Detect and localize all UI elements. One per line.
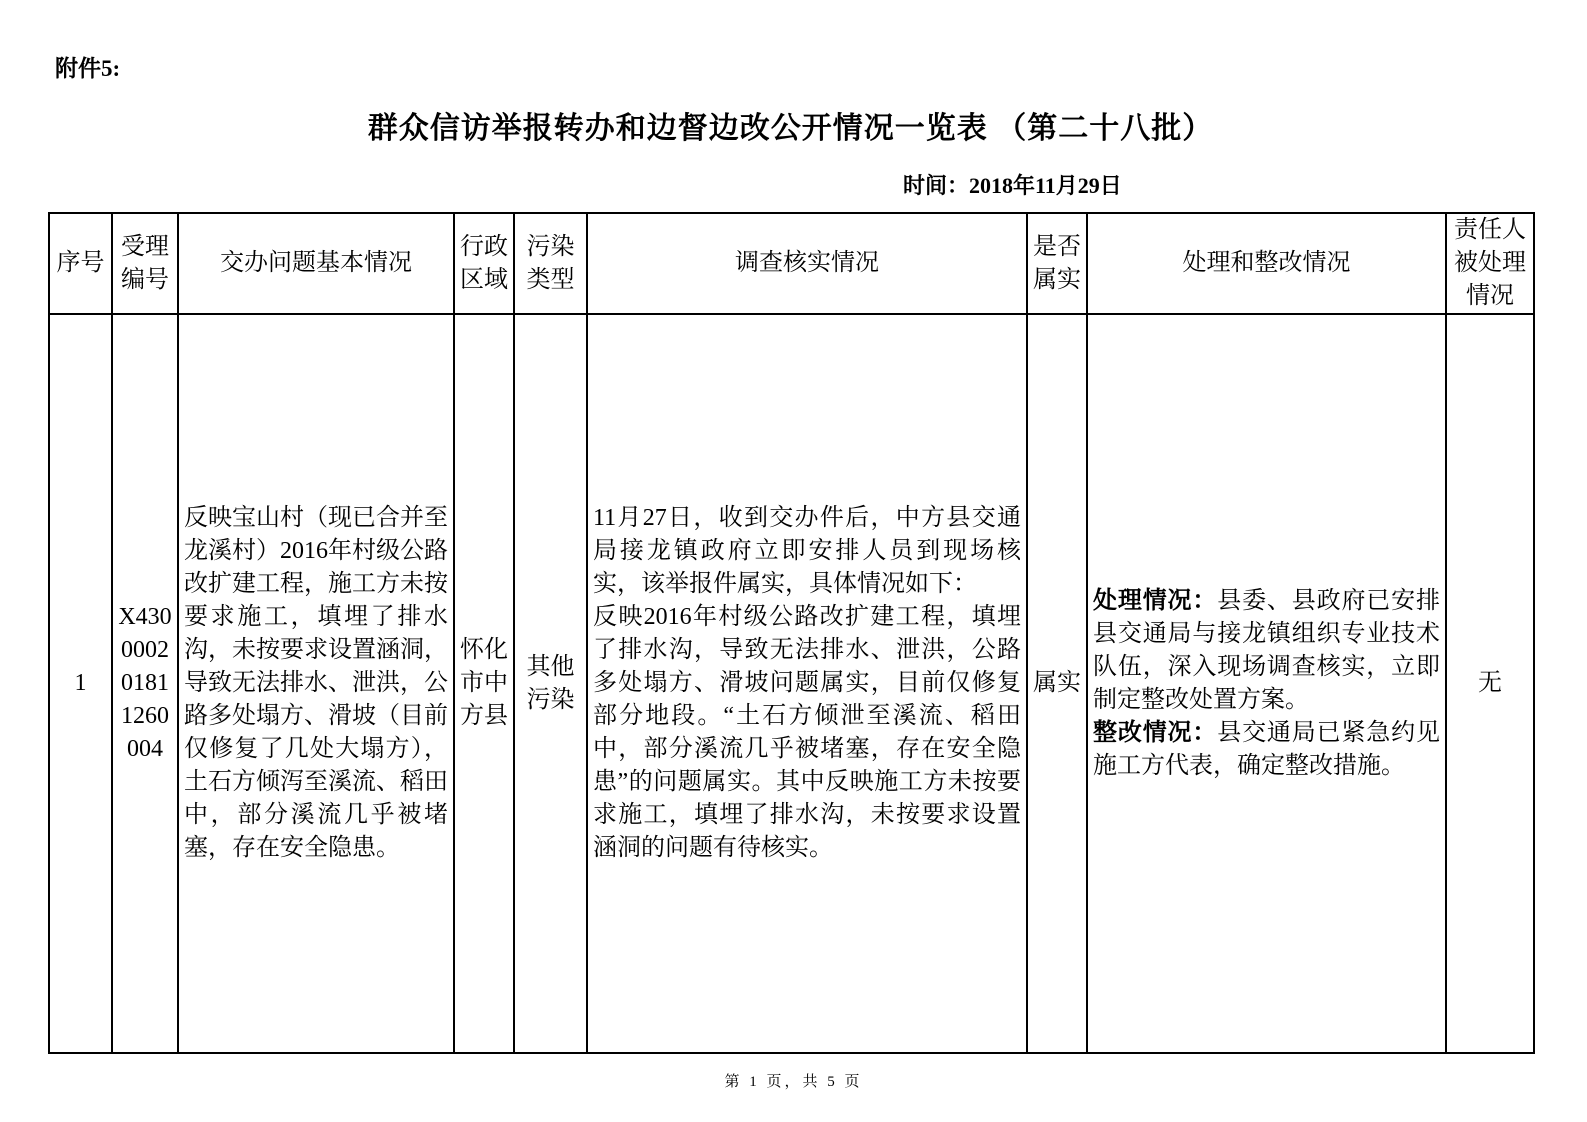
verification-paragraph-1: 11月27日，收到交办件后，中方县交通局接龙镇政府立即安排人员到现场核实，该举报件属实，具体情况如下： <box>593 505 1021 597</box>
cell-seq: 1 <box>49 314 112 1053</box>
verification-paragraph-2: 反映2016年村级公路改扩建工程，填埋了排水沟，导致无法排水、泄洪，公路多处塌方、滑坡问题属实，目前仅修复部分地段。“土石方倾泄至溪流、稻田中，部分溪流几乎被堵塞，存在安全隐患”的问题属实。其中反映施工方未按要求施工，填埋了排水沟，未按要求设置涵洞的问题有待核实。 <box>593 604 1021 861</box>
column-header-responsible: 责任人被处理情况 <box>1446 213 1534 314</box>
page-number: 第 1 页，共 5 页 <box>724 1074 863 1090</box>
problem-text: 反映宝山村（现已合并至龙溪村）2016年村级公路改扩建工程，施工方未按要求施工，填埋了排水沟，未按要求设置涵洞，导致无法排水、泄洪，公路多处塌方、滑坡（目前仅修复了几处大塌方），土石方倾泻至溪流、稻田中，部分溪流几乎被堵塞，存在安全隐患。 <box>184 505 448 861</box>
complaints-table <box>48 212 1535 1054</box>
cell-problem <box>178 314 454 1053</box>
cell-responsible: 无 <box>1446 314 1534 1053</box>
column-header-is-true: 是否属实 <box>1027 213 1087 314</box>
column-header-verification: 调查核实情况 <box>587 213 1027 314</box>
column-header-pollution-type: 污染类型 <box>514 213 587 314</box>
column-header-case-number: 受理编号 <box>112 213 178 314</box>
column-header-seq: 序号 <box>49 213 112 314</box>
handling-text: 县委、县政府已安排县交通局与接龙镇组织专业技术队伍，深入现场调查核实，立即制定整改处置方案。 <box>1093 587 1441 713</box>
rectification-text: 县交通局已紧急约见施工方代表，确定整改措施。 <box>1093 719 1441 779</box>
rectification-paragraph <box>1093 717 1440 783</box>
cell-is-true: 属实 <box>1027 314 1087 1053</box>
cell-handling <box>1087 314 1446 1053</box>
table-row <box>49 314 1534 1053</box>
column-header-region: 行政区域 <box>454 213 514 314</box>
column-header-problem: 交办问题基本情况 <box>178 213 454 314</box>
column-header-handling: 处理和整改情况 <box>1087 213 1446 314</box>
handling-label: 处理情况： <box>1093 587 1218 614</box>
rectification-label: 整改情况： <box>1093 719 1218 746</box>
cell-case-number: X430000201811260004 <box>112 314 178 1053</box>
header-row <box>49 213 1534 314</box>
cell-verification <box>587 314 1027 1053</box>
date-line: 时间：2018年11月29日 <box>903 173 1122 198</box>
cell-pollution-type: 其他污染 <box>514 314 587 1053</box>
page-title: 群众信访举报转办和边督边改公开情况一览表 （第二十八批） <box>367 112 1214 145</box>
handling-paragraph <box>1093 585 1440 717</box>
cell-region: 怀化市中方县 <box>454 314 514 1053</box>
attachment-label: 附件5: <box>55 56 121 81</box>
